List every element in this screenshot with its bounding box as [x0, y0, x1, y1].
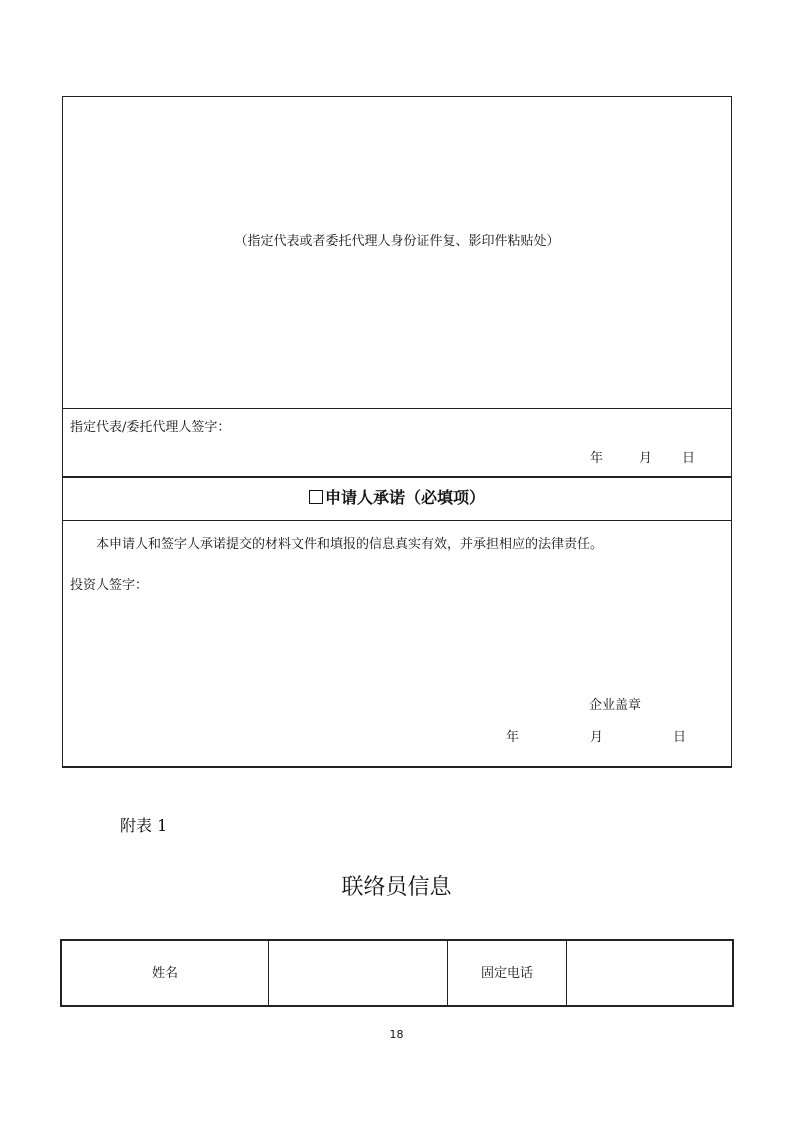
- row-divider: [62, 520, 732, 521]
- phone-label: 固定电话: [480, 966, 533, 981]
- company-seal-label: 企业盖章: [589, 698, 642, 713]
- page-number: 18: [389, 1028, 404, 1041]
- commitment-date-month: 月: [590, 730, 604, 745]
- commitment-heading: [62, 488, 732, 508]
- appendix-title: 联络员信息: [341, 875, 452, 900]
- commitment-date-day: 日: [673, 730, 687, 745]
- agent-date-day: 日: [682, 451, 696, 466]
- name-label: 姓名: [151, 966, 178, 981]
- agent-signature-label: 指定代表/委托代理人签字：: [70, 420, 231, 435]
- row-divider: [62, 408, 732, 409]
- checkbox-icon[interactable]: [309, 490, 323, 504]
- agent-date-month: 月: [639, 451, 653, 466]
- column-divider: [268, 939, 269, 1007]
- commitment-statement: 本申请人和签字人承诺提交的材料文件和填报的信息真实有效，并承担相应的法律责任。: [96, 537, 604, 552]
- investor-signature-label: 投资人签字：: [70, 578, 149, 593]
- commitment-heading-text: 申请人承诺（必填项）: [324, 488, 485, 507]
- id-copy-placeholder: （指定代表或者委托代理人身份证件复、影印件粘贴处）: [234, 234, 560, 249]
- column-divider: [566, 939, 567, 1007]
- row-divider: [62, 476, 732, 478]
- appendix-label: 附表 1: [120, 816, 168, 835]
- agent-date-year: 年: [590, 451, 604, 466]
- commitment-date-year: 年: [506, 730, 520, 745]
